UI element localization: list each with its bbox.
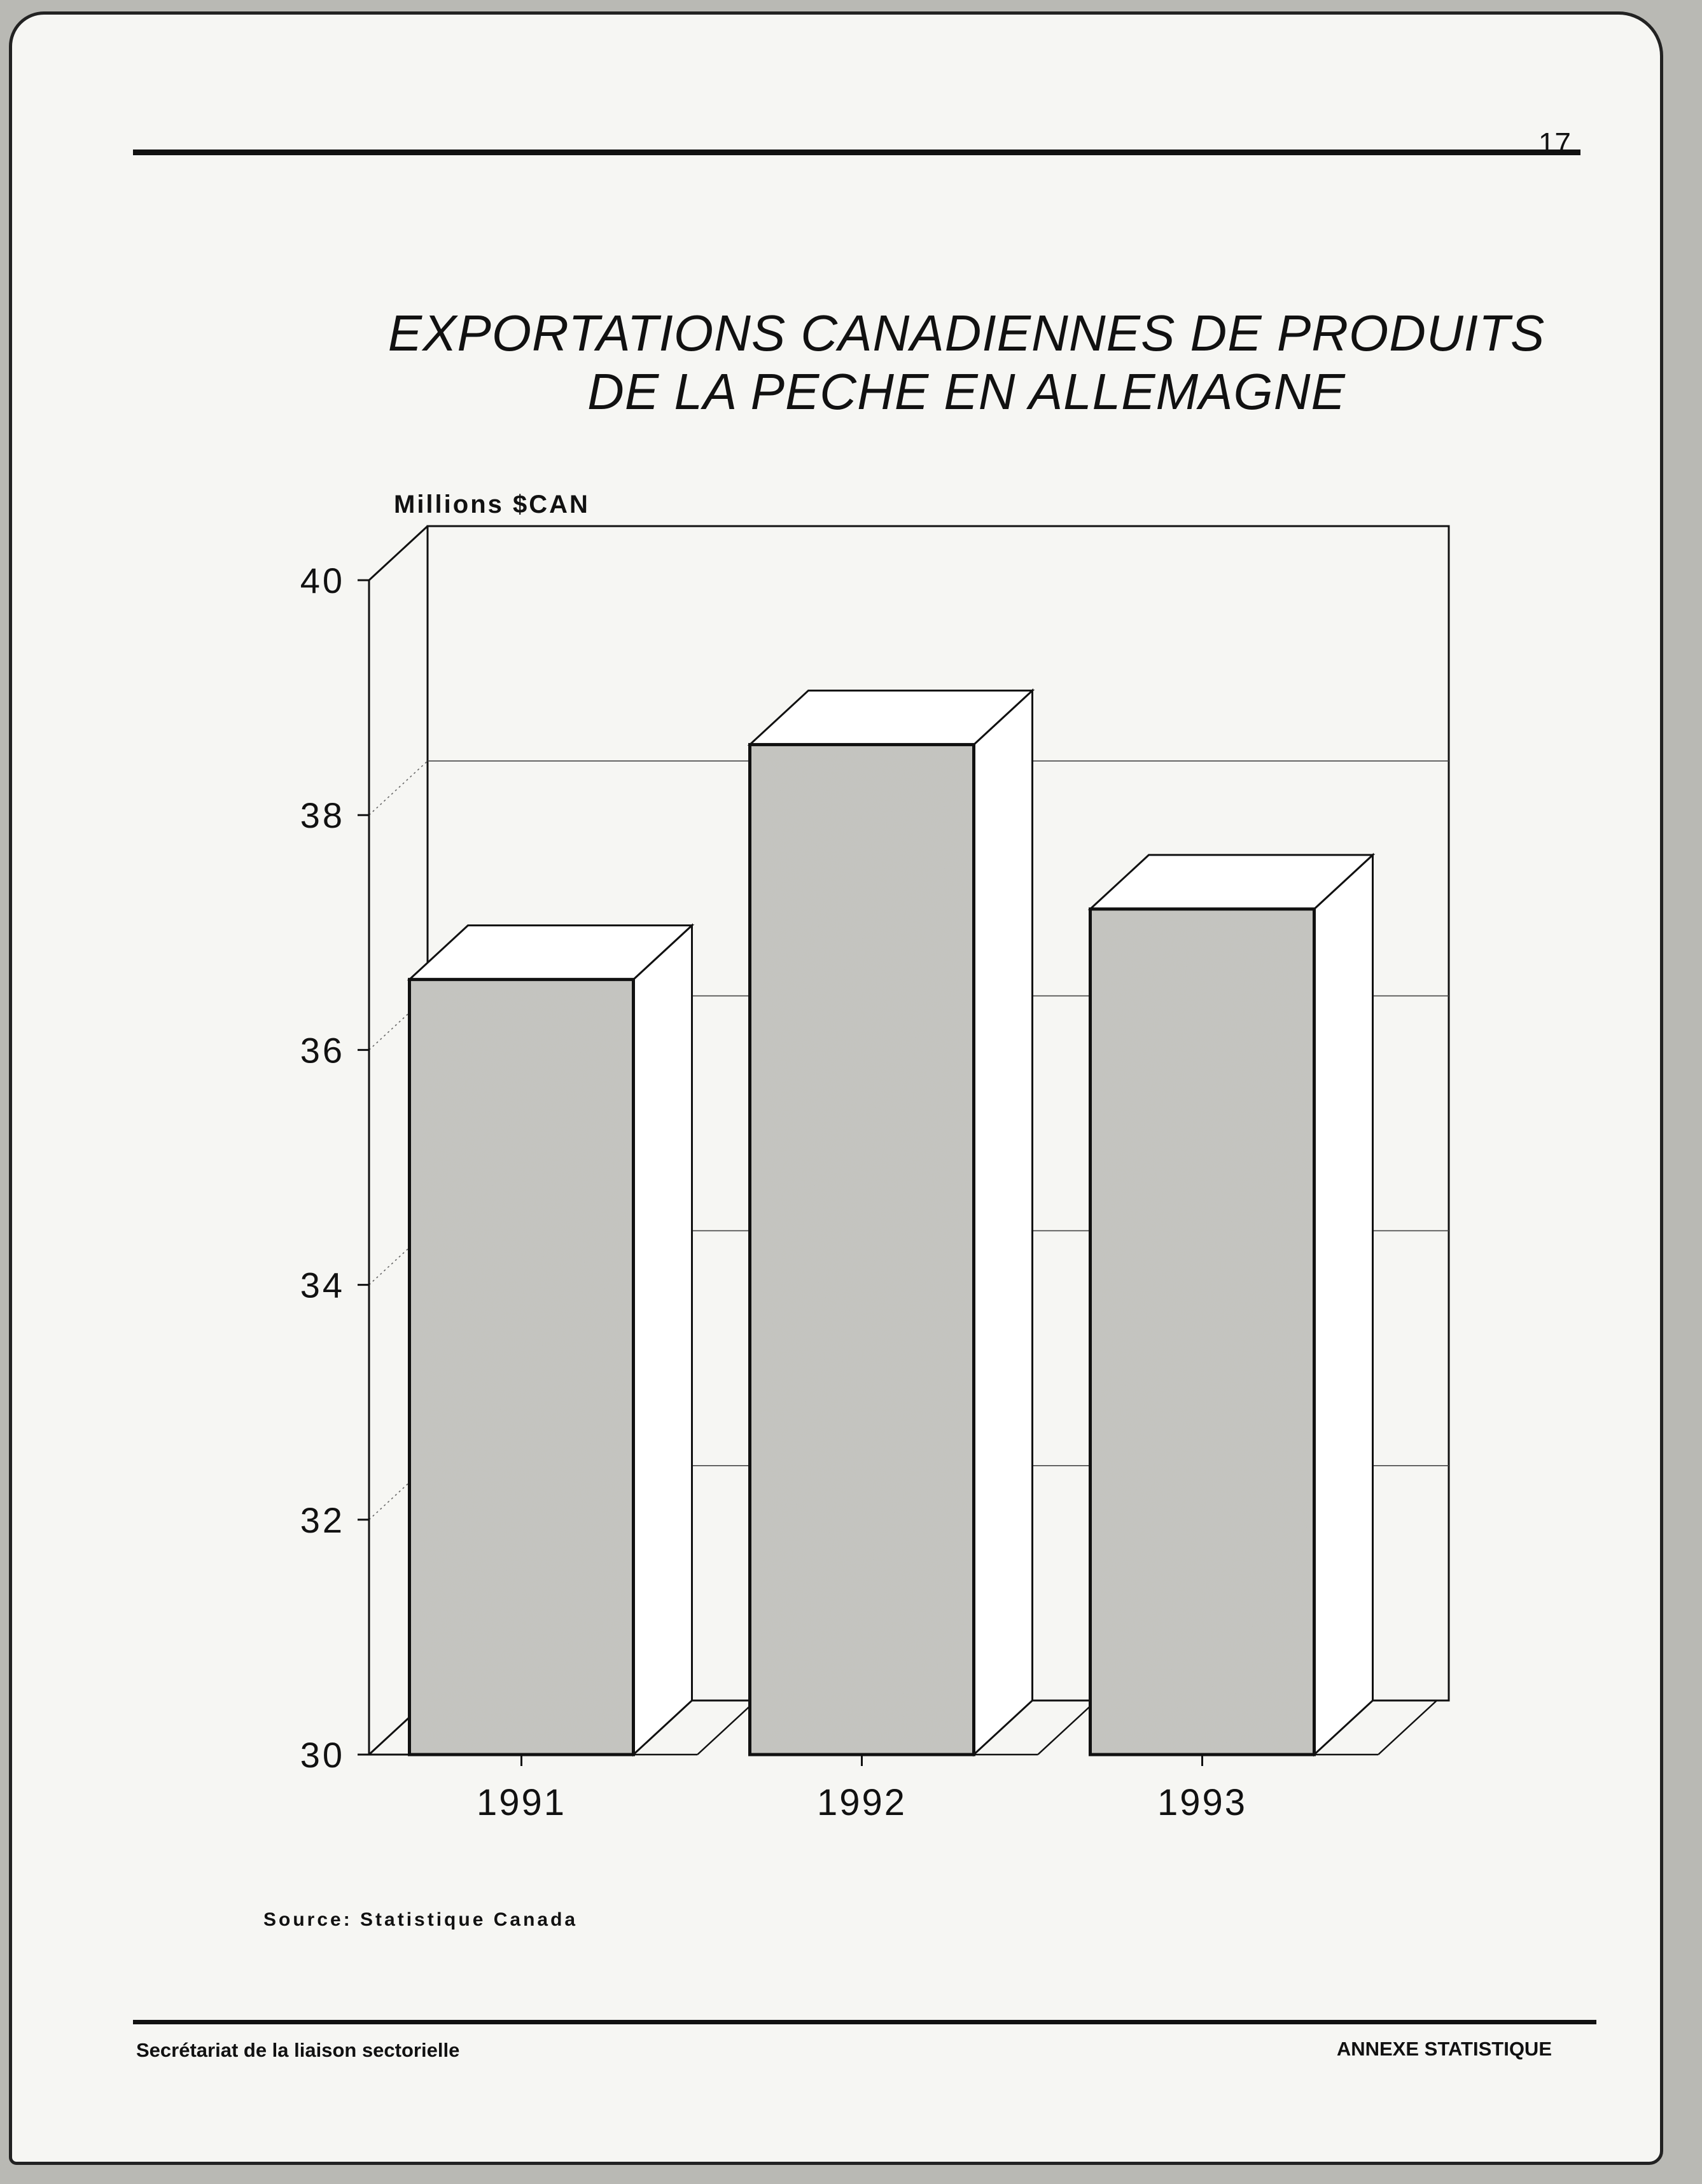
bar-side-1992 [974, 690, 1033, 1755]
chart-top-left-edge [369, 526, 428, 580]
x-tick-label-1993: 1993 [1157, 1782, 1248, 1823]
y-tick-label-40: 40 [300, 560, 345, 601]
footer-section: ANNEXE STATISTIQUE [1336, 2038, 1552, 2060]
page-number: 17 [1538, 127, 1571, 160]
bars [410, 690, 1437, 1755]
gridline-diagonal-38 [369, 761, 428, 815]
floor-diagonal-1992 [1038, 1701, 1096, 1755]
footer-publisher: Secrétariat de la liaison sectorielle [136, 2039, 460, 2061]
floor-diagonal-1993 [1378, 1701, 1437, 1755]
bar-texture-1993 [1091, 909, 1315, 1755]
y-tick-label-34: 34 [300, 1265, 345, 1305]
bar-texture-1991 [410, 980, 634, 1755]
bar-side-1991 [634, 926, 692, 1755]
source-note: Source: Statistique Canada [263, 1909, 578, 1930]
y-tick-label-30: 30 [300, 1735, 345, 1775]
y-tick-label-32: 32 [300, 1499, 345, 1540]
chart-title-line-2: DE LA PECHE EN ALLEMAGNE [587, 363, 1346, 420]
y-tick-label-36: 36 [300, 1030, 345, 1071]
y-tick-label-38: 38 [300, 795, 345, 836]
y-axis-unit-label: Millions $CAN [394, 490, 590, 518]
bar-texture-1992 [750, 744, 974, 1755]
x-tick-label-1992: 1992 [816, 1782, 907, 1823]
floor-diagonal-1991 [697, 1701, 756, 1755]
bar-side-1993 [1315, 855, 1373, 1755]
chart-title-line-1: EXPORTATIONS CANADIENNES DE PRODUITS [387, 305, 1545, 361]
x-tick-label-1991: 1991 [476, 1782, 567, 1823]
